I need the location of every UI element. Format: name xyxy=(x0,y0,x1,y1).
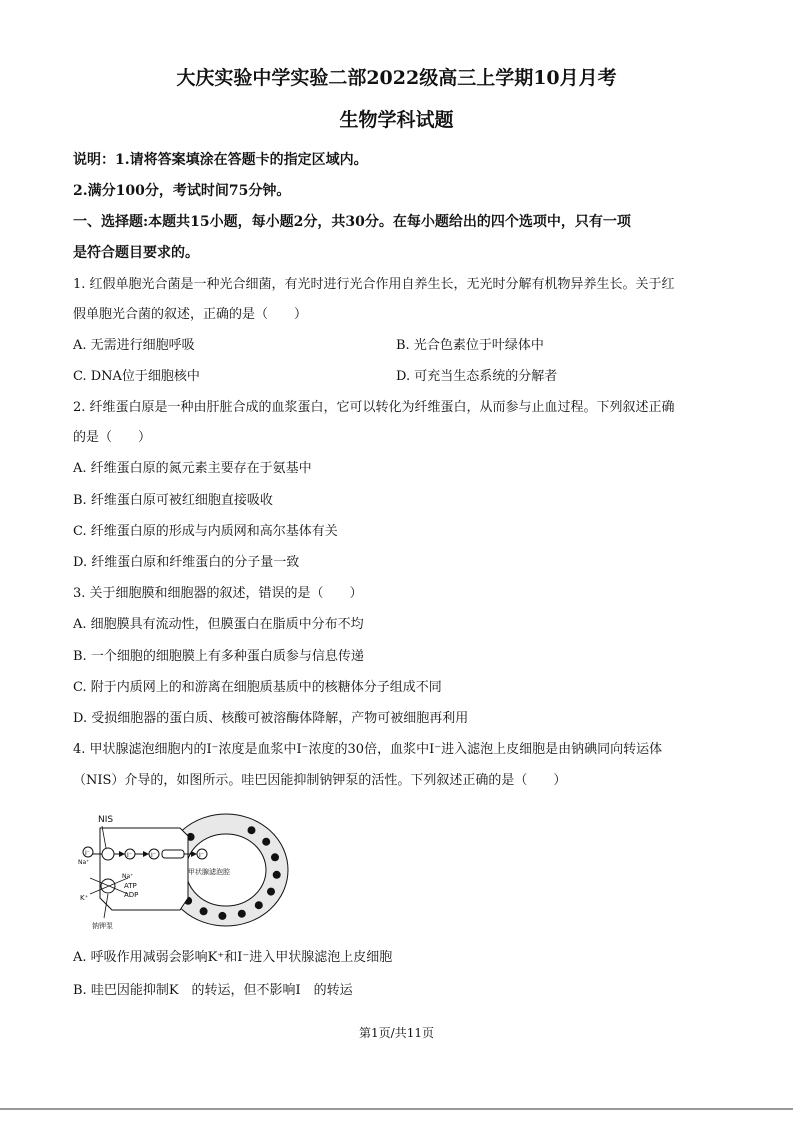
nis-transporter-icon xyxy=(102,848,114,860)
question-2-option-c: C. 纤维蛋白原的形成与内质网和高尔基体有关 xyxy=(73,524,338,539)
question-4-stem-2: （NIS）介导的，如图所示。哇巴因能抑制钠钾泵的活性。下列叙述正确的是（ ） xyxy=(73,773,567,788)
cell-nucleus xyxy=(255,901,263,909)
cell-nucleus xyxy=(271,853,279,861)
adp-label: ADP xyxy=(124,891,139,899)
cell-nucleus xyxy=(248,826,256,834)
cell-nucleus xyxy=(273,871,281,879)
question-2-option-b: B. 纤维蛋白原可被红细胞直接吸收 xyxy=(73,493,273,508)
nis-label: NIS xyxy=(98,815,114,825)
question-2-stem-1: 2. 纤维蛋白原是一种由肝脏合成的血浆蛋白，它可以转化为纤维蛋白，从而参与止血过程。下列叙述正确 xyxy=(73,400,675,415)
question-2-option-a: A. 纤维蛋白原的氮元素主要存在于氨基中 xyxy=(73,461,312,476)
question-3-option-c: C. 附于内质网上的和游离在细胞质基质中的核糖体分子组成不同 xyxy=(73,680,442,695)
exam-subtitle: 生物学科试题 xyxy=(339,109,454,131)
follicle-cavity-label: 甲状腺滤泡腔 xyxy=(188,868,230,876)
na-label: Na⁺ xyxy=(78,859,90,866)
question-1-stem-1: 1. 红假单胞光合菌是一种光合细菌，有光时进行光合作用自养生长，无光时分解有机物异养生长。关于红 xyxy=(73,277,675,292)
question-4-option-a: A. 呼吸作用减弱会影响K⁺和I⁻进入甲状腺滤泡上皮细胞 xyxy=(73,950,393,965)
question-4-stem-1: 4. 甲状腺滤泡细胞内的I⁻浓度是血浆中I⁻浓度的30倍，血浆中I⁻进入滤泡上皮细胞是由钠碘同向转运体 xyxy=(73,742,663,757)
svg-text:I⁻: I⁻ xyxy=(151,852,156,859)
instruction-line-2: 2.满分100分，考试时间75分钟。 xyxy=(73,183,291,199)
k-label: K⁺ xyxy=(80,894,89,902)
question-3-option-d: D. 受损细胞器的蛋白质、核酸可被溶酶体降解，产物可被细胞再利用 xyxy=(73,711,469,726)
question-2-stem-2: 的是（ ） xyxy=(73,430,152,445)
question-1-option-b: B. 光合色素位于叶绿体中 xyxy=(396,338,544,353)
question-1-option-d: D. 可充当生态系统的分解者 xyxy=(396,369,558,384)
cell-nucleus xyxy=(218,912,226,920)
svg-text:I⁻: I⁻ xyxy=(127,852,132,859)
thyroid-follicle-diagram xyxy=(76,806,296,934)
question-2-option-d: D. 纤维蛋白原和纤维蛋白的分子量一致 xyxy=(73,555,300,570)
question-1-stem-2: 假单胞光合菌的叙述，正确的是（ ） xyxy=(73,307,308,322)
na-label-2: Na⁺ xyxy=(122,873,134,880)
instruction-line-1: 说明：1.请将答案填涂在答题卡的指定区域内。 xyxy=(73,152,368,168)
page-number: 第1页/共11页 xyxy=(359,1026,434,1040)
bottom-divider xyxy=(0,1108,793,1110)
svg-text:I⁻: I⁻ xyxy=(199,852,204,859)
exam-title: 大庆实验中学实验二部2022级高三上学期10月月考 xyxy=(176,67,617,89)
svg-text:I⁻: I⁻ xyxy=(85,850,90,857)
epithelial-cell xyxy=(100,828,188,910)
pump-label: 钠钾泵 xyxy=(92,922,113,930)
question-1-option-a: A. 无需进行细胞呼吸 xyxy=(73,338,195,353)
question-4-option-b: B. 哇巴因能抑制K 的转运，但不影响I 的转运 xyxy=(73,983,353,998)
question-3-option-a: A. 细胞膜具有流动性，但膜蛋白在脂质中分布不均 xyxy=(73,617,364,632)
cell-nucleus xyxy=(238,910,246,918)
question-3-option-b: B. 一个细胞的细胞膜上有多种蛋白质参与信息传递 xyxy=(73,649,364,664)
section-heading-line-1: 一、选择题:本题共15小题，每小题2分，共30分。在每小题给出的四个选项中，只有一项 xyxy=(73,214,631,230)
question-3-stem-1: 3. 关于细胞膜和细胞器的叙述，错误的是（ ） xyxy=(73,586,363,601)
question-1-option-c: C. DNA位于细胞核中 xyxy=(73,369,200,384)
cell-nucleus xyxy=(267,888,275,896)
cell-nucleus xyxy=(200,907,208,915)
cell-nucleus xyxy=(262,838,270,846)
section-heading-line-2: 是符合题目要求的。 xyxy=(73,245,199,261)
atp-label: ATP xyxy=(124,882,137,890)
